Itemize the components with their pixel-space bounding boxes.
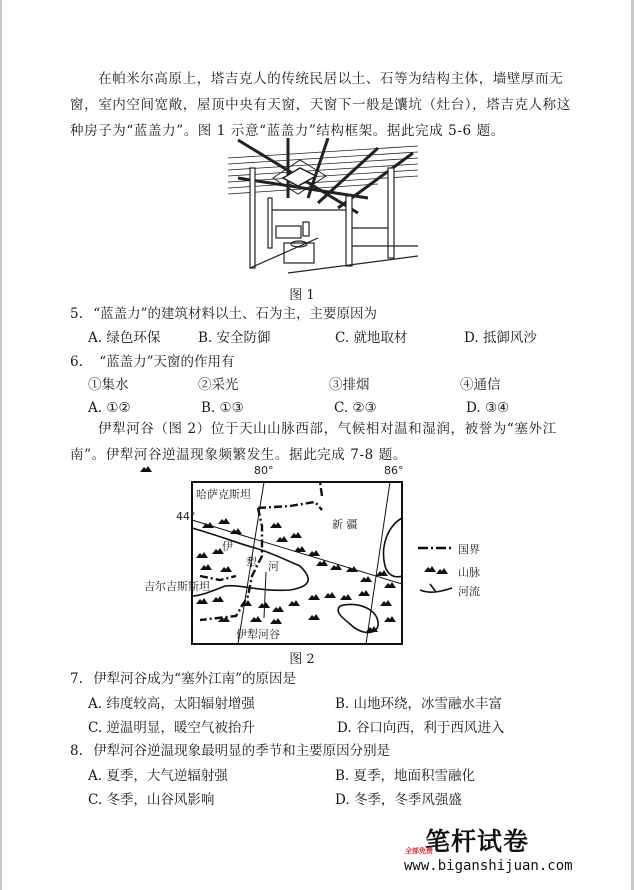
question-7 [70, 669, 296, 689]
q6-item-3: ③排烟 [329, 377, 370, 393]
intro-paragraph-1: 在帕米尔高原上，塔吉克人的传统民居以土、石等为结构主体，墙壁厚而无窗，室内空间宽敞，屋顶中央有天窗，天窗下一般是馕坑（灶台），塔吉克人称这种房子为“蓝盖力”。图 1 示意“蓝盖力”结构框架。据此完成 5-6 题。 [70, 71, 571, 139]
river-char-he: 河 [268, 560, 279, 573]
q6-item-1: ①集水 [88, 377, 129, 393]
xinjiang-label: 新 疆 [332, 518, 358, 531]
q6-item-2: ②采光 [198, 377, 239, 393]
longitude-80-label: 80° [254, 464, 274, 477]
river-char-li: 犁 [246, 556, 257, 569]
watermark-title: 笔杆试卷 [425, 827, 530, 856]
watermark-tag: 全部免费 [405, 847, 433, 855]
question-stem: “蓝盖力”的建筑材料以土、石为主，主要原因为 [93, 306, 377, 322]
legend-river-label: 河流 [458, 585, 480, 598]
river-icon [420, 584, 452, 592]
q5-option-d[interactable]: D. 抵御风沙 [464, 330, 537, 346]
q5-option-c[interactable]: C. 就地取材 [335, 330, 408, 346]
question-number: 5. [70, 306, 83, 322]
question-stem: “蓝盖力”天窗的作用有 [99, 354, 235, 370]
q6-option-d[interactable]: D. ③④ [466, 400, 510, 416]
house-structure-drawing-icon [228, 138, 418, 278]
question-8 [70, 741, 390, 761]
q6-option-c[interactable]: C. ②③ [334, 400, 377, 416]
kyrgyzstan-label: 吉尔吉斯斯坦 [144, 580, 210, 593]
q8-option-a[interactable]: A. 夏季，大气逆辐射强 [88, 768, 228, 784]
kazakhstan-label: 哈萨克斯坦 [196, 488, 251, 501]
latitude-44-label: 44° [176, 510, 196, 523]
ili-valley-map [140, 466, 520, 646]
q5-option-a[interactable]: A. 绿色环保 [88, 330, 161, 346]
question-6 [70, 352, 235, 372]
q7-option-a[interactable]: A. 纬度较高，太阳辐射增强 [88, 696, 255, 712]
q6-option-a[interactable]: A. ①② [88, 400, 131, 416]
q6-item-4: ④通信 [460, 377, 501, 393]
legend-border-label: 国界 [458, 543, 480, 556]
longitude-86-label: 86° [384, 464, 404, 477]
q8-option-d[interactable]: D. 冬季，冬季风强盛 [335, 792, 462, 808]
watermark-url[interactable]: www.biganshijuan.com [404, 858, 573, 874]
ili-valley-label: 伊犁河谷 [236, 628, 280, 641]
question-stem: 伊犁河谷成为“塞外江南”的原因是 [93, 671, 296, 687]
legend-mountain-label: 山脉 [458, 566, 480, 579]
mountain-icon [140, 466, 396, 632]
question-number: 6. [70, 354, 83, 370]
q7-option-c[interactable]: C. 逆温明显，暖空气被抬升 [88, 720, 255, 736]
question-5 [70, 304, 377, 324]
figure-2-caption: 图 2 [289, 652, 315, 667]
question-stem: 伊犁河谷逆温现象最明显的季节和主要原因分别是 [93, 743, 391, 759]
intro-paragraph-2: 伊犁河谷（图 2）位于天山山脉西部，气候相对温和湿润，被誉为“塞外江南”。伊犁河谷逆温现象频繁发生。据此完成 7-8 题。 [70, 421, 557, 463]
figure-1-caption: 图 1 [289, 288, 315, 303]
q7-option-b[interactable]: B. 山地环绕，冰雪融水丰富 [335, 696, 503, 712]
question-number: 7. [70, 671, 83, 687]
question-number: 8. [70, 743, 83, 759]
q6-option-b[interactable]: B. ①③ [201, 400, 244, 416]
river-char-yi: 伊 [222, 540, 233, 553]
q7-option-d[interactable]: D. 谷口向西，利于西风进入 [337, 720, 505, 736]
q5-option-b[interactable]: B. 安全防御 [198, 330, 271, 346]
q8-option-b[interactable]: B. 夏季，地面积雪融化 [335, 768, 476, 784]
q8-option-c[interactable]: C. 冬季，山谷风影响 [88, 792, 215, 808]
